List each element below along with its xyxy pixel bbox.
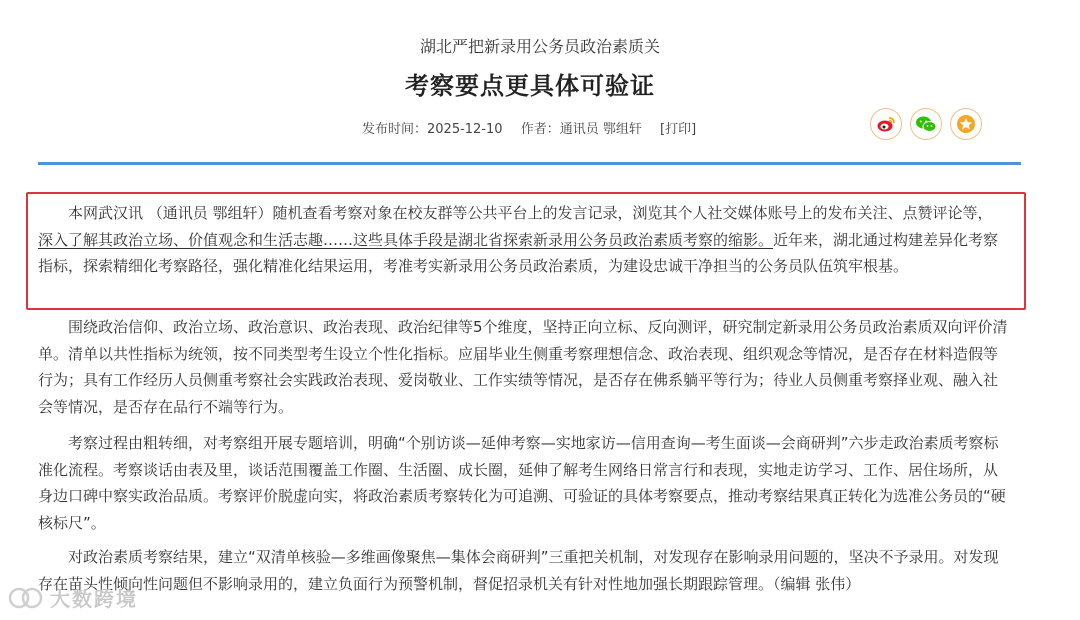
article-paragraph-2: 围绕政治信仰、政治立场、政治意识、政治表现、政治纪律等5个维度，坚持正向立标、反向测评，研究制定新录用公务员政治素质双向评价清单。清单以共性指标为统领，按不同类型考生设立个性化指标。应届毕业生侧重考察理想信念、政治表现、组织观念等情况，是否存在材料造假等行为；具有工作经历人员侧重考察社会实践政治表现、爱岗敬业、工作实绩等情况，是否存在佛系躺平等行为；待业人员侧重考察择业观、融入社会等情况，是否存在品行不端等行为。 — [38, 318, 1008, 416]
watermark-text: 大数跨境 — [50, 587, 138, 611]
favorite-star-icon — [956, 114, 976, 134]
favorite-button[interactable] — [950, 108, 982, 140]
wechat-icon — [915, 115, 937, 133]
article-subtitle: 湖北严把新录用公务员政治素质关 — [419, 37, 660, 56]
author — [521, 122, 642, 137]
article-paragraph-4: 对政治素质考察结果，建立“双清单核验—多维画像聚焦—集体会商研判”三重把关机制，对发现存在影响录用问题的，坚决不予录用。对发现存在苗头性倾向性问题但不影响录用的，建立负面行为预警机制，督促招录机关有针对性地加强长期跟踪管理。（编辑 张伟） — [38, 548, 999, 593]
share-weibo-button[interactable] — [870, 108, 902, 140]
watermark — [8, 583, 138, 612]
paragraph-1-intro: 本网武汉讯 （通讯员 鄂组轩）随机查看考察对象在校友群等公共平台上的发言记录，浏览其个人社交媒体账号上的发布关注、点赞评论等， — [68, 204, 993, 222]
weibo-icon — [876, 115, 896, 133]
article-meta — [362, 118, 710, 137]
author-label: 作者： — [520, 122, 560, 137]
author-value: 通讯员 鄂组轩 — [559, 122, 642, 137]
print-link[interactable]: [打印] — [660, 122, 697, 137]
share-wechat-button[interactable] — [910, 108, 942, 140]
article-paragraph-3: 考察过程由粗转细，对考察组开展专题培训，明确“个别访谈—延伸考察—实地家访—信用查询—考生面谈—会商研判”六步走政治素质考察标准化流程。考察谈话由表及里，谈话范围覆盖工作圈、生活圈、成长圈，延伸了解考生网络日常言行和表现，实地走访学习、工作、居住场所，从身边口碑中察实政治品质。考察评价脱虚向实，将政治素质考察转化为可追溯、可验证的具体考察要点，推动考察结果真正转化为选准公务员的“硬核标尺”。 — [38, 434, 1006, 532]
paragraph-1-underlined: 深入了解其政治立场、价值观念和生活志趣……这些具体手段是湖北省探索新录用公务员政治素质考察的缩影。 — [38, 230, 774, 249]
watermark-logo-icon — [8, 585, 44, 611]
publish-date-value: 2025-12-10 — [427, 122, 503, 137]
paragraph-1-rest: 近年来，湖北通过构建差异化考察指标，探索精细化考察路径，强化精准化结果运用，考准考实新录用公务员政治素质，为建设忠诚干净担当的公务员队伍筑牢根基。 — [38, 230, 999, 275]
publish-date — [362, 122, 503, 137]
article-paragraph-1 — [38, 200, 1003, 280]
article-title: 考察要点更具体可验证 — [405, 72, 655, 100]
title-divider — [38, 162, 1021, 165]
publish-date-label: 发布时间： — [362, 122, 428, 137]
